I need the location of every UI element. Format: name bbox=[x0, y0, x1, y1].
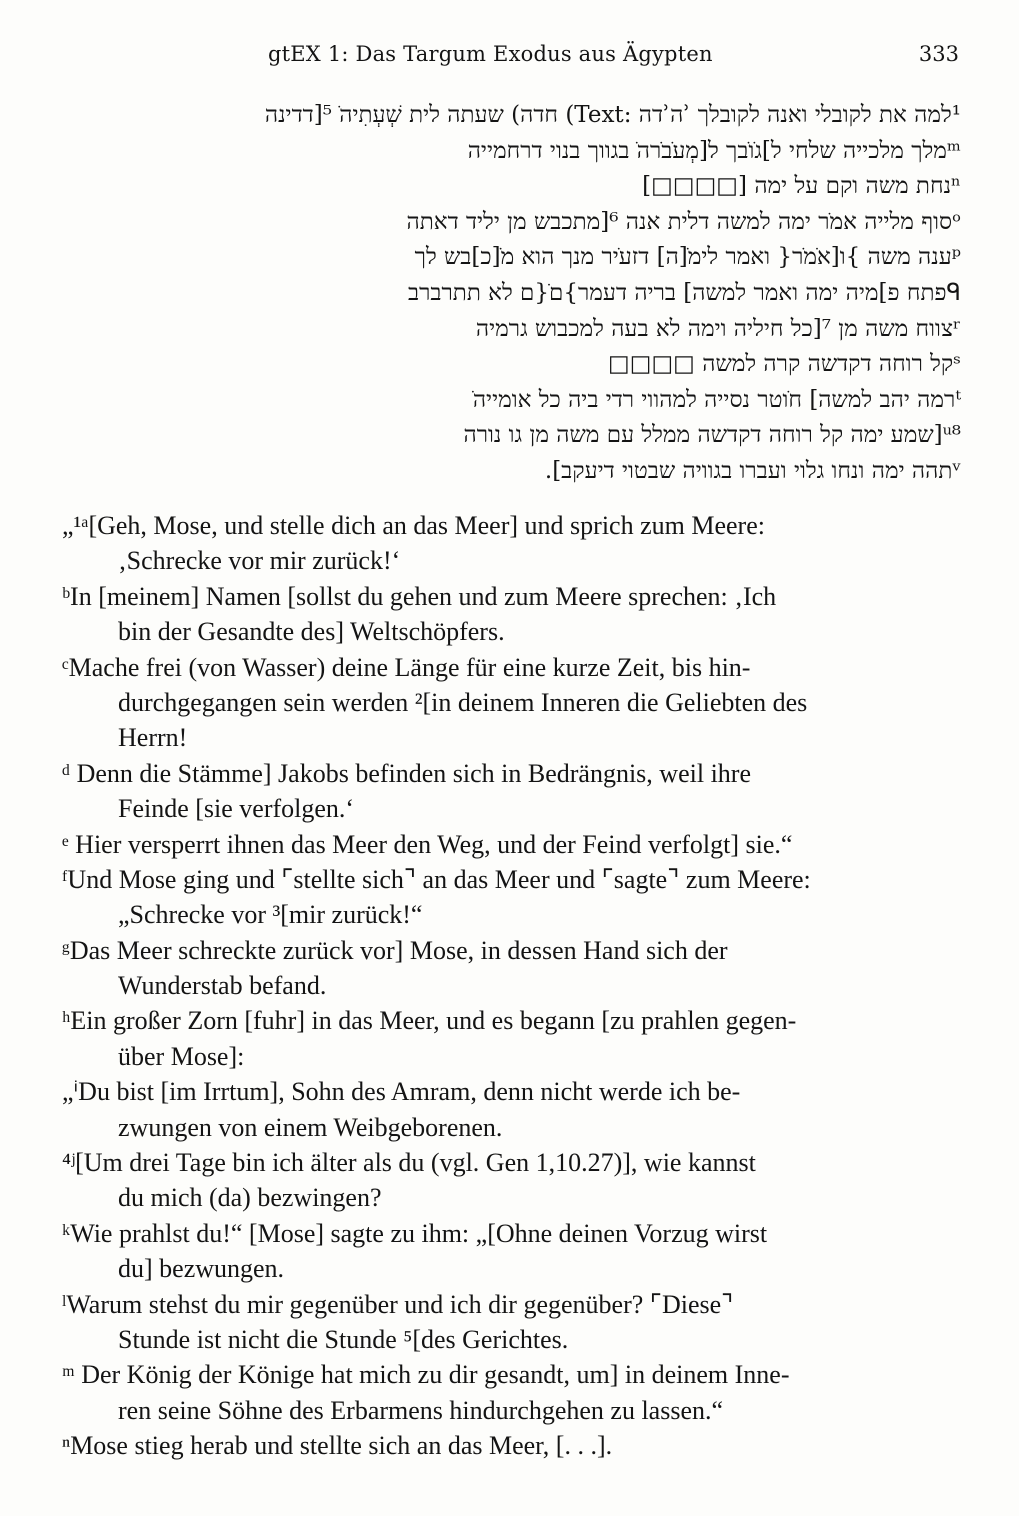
hebrew-line: ᵗרמה יהב למשה] חׂוטר נסייה למהווי רדי ביה כל אומייהׂ bbox=[472, 386, 961, 413]
german-line: bin der Gesandte des] Weltschöpfers. bbox=[118, 617, 505, 647]
german-line: über Mose]: bbox=[118, 1041, 245, 1071]
german-line: ᶜMache frei (von Wasser) deine Länge für eine kurze Zeit, bis hin- bbox=[62, 652, 751, 682]
german-line: ⁿMose stieg herab und stellte sich an das Meer, [. . .]. bbox=[62, 1431, 613, 1461]
german-line: durchgegangen sein werden ²[in deinem Inneren die Geliebten des bbox=[118, 687, 808, 717]
german-line: „ⁱDu bist [im Irrtum], Sohn des Amram, denn nicht werde ich be- bbox=[62, 1077, 741, 1107]
hebrew-line: ⁿנחת משה וקם על ימה [□□□□] bbox=[642, 173, 961, 200]
hebrew-line: ᵐמלך מלכייה שלחי ל]גׂוׂבך ל[מְעׂבׂרהׂ בגווך בנוי דרחמייה bbox=[467, 137, 961, 164]
hebrew-line: ˢקל רוחה דקדשה קרה למשה □□□□ bbox=[607, 351, 961, 378]
german-line: Wunderstab befand. bbox=[118, 971, 327, 1001]
hebrew-line: ¹למה את לקובלי ואנה לקובלך ʾהʾדה :Text) חדה) שעתה לית שְׁעְתִיהׂ ⁵[דדינה bbox=[264, 102, 961, 128]
german-line: du mich (da) bezwingen? bbox=[118, 1183, 382, 1213]
hebrew-text-block bbox=[56, 98, 961, 490]
german-line: ‚Schrecke vor mir zurück!‘ bbox=[118, 546, 401, 576]
hebrew-line: ᵖענה משה }ו[אׂמׂר{ ואמר לימׂ[ה] דזעׂיר מנך הוא מׂ[כ]בש לך bbox=[414, 244, 961, 271]
german-line: ⁴ʲ[Um drei Tage bin ich älter als du (vgl. Gen 1,10.27)], wie kannst bbox=[62, 1148, 756, 1178]
german-line: ᵉ Hier versperrt ihnen das Meer den Weg, und der Feind verfolgt] sie.“ bbox=[62, 829, 793, 859]
german-line: ʰEin großer Zorn [fuhr] in das Meer, und es begann [zu prahlen gegen- bbox=[62, 1006, 797, 1036]
german-line: Stunde ist nicht die Stunde ⁵[des Gerichtes. bbox=[118, 1324, 569, 1354]
german-line: „¹ᵃ[Geh, Mose, und stelle dich an das Meer] und sprich zum Meere: bbox=[62, 511, 765, 540]
german-line: ren seine Söhne des Erbarmens hindurchgehen zu lassen.“ bbox=[118, 1395, 724, 1425]
hebrew-line: ᑫפתח פ]מיה ימה ואמר למשה] בריה דעמר}םׂ{ם לא תתרברב bbox=[408, 279, 961, 306]
german-line: ᵍDas Meer schreckte zurück vor] Mose, in dessen Hand sich der bbox=[62, 935, 728, 965]
german-line: ᵐ Der König der Könige hat mich zu dir gesandt, um] in deinem Inne- bbox=[62, 1360, 790, 1390]
hebrew-line: ᵒסוף מלייה אמׂר ימה למשה דלית אנה ⁶[מתכבש מן יליד דאתה bbox=[406, 208, 961, 235]
german-line: ᵇIn [meinem] Namen [sollst du gehen und zum Meere sprechen: ‚Ich bbox=[62, 581, 777, 611]
german-line: Feinde [sie verfolgen.‘ bbox=[118, 794, 355, 824]
page-number: 333 bbox=[918, 42, 959, 66]
german-line: ᵏWie prahlst du!“ [Mose] sagte zu ihm: „[Ohne deinen Vorzug wirst bbox=[62, 1218, 768, 1248]
running-title: gtEX 1: Das Targum Exodus aus Ägypten bbox=[268, 42, 713, 66]
german-line: du] bezwungen. bbox=[118, 1254, 285, 1284]
german-line: Herrn! bbox=[118, 723, 188, 753]
german-line: „Schrecke vor ³[mir zurück!“ bbox=[118, 900, 423, 930]
hebrew-line: ᵛתהה ימה ונחו גלוי ועברו בגוויה שבטוי דיעקב]. bbox=[544, 457, 961, 484]
german-line: ᵈ Denn die Stämme] Jakobs befinden sich in Bedrängnis, weil ihre bbox=[62, 758, 751, 788]
german-line: ᶠUnd Mose ging und ⌜stellte sich⌝ an das Meer und ⌜sagte⌝ zum Meere: bbox=[62, 864, 811, 894]
hebrew-line: ʳצווח משה מן ⁷[כל חיליה וימה לא בעה למכבוש גרמיה bbox=[475, 315, 961, 342]
hebrew-line: ᵘ⁸[שמע ימה קל רוחה דקדשה ממלל עם משה מן גו נורה bbox=[463, 422, 961, 449]
german-line: ˡWarum stehst du mir gegenüber und ich dir gegenüber? ⌜Diese⌝ bbox=[62, 1289, 734, 1319]
german-line: zwungen von einem Weibgeborenen. bbox=[118, 1112, 503, 1142]
page-header bbox=[268, 42, 959, 74]
german-translation-block bbox=[62, 508, 959, 1464]
